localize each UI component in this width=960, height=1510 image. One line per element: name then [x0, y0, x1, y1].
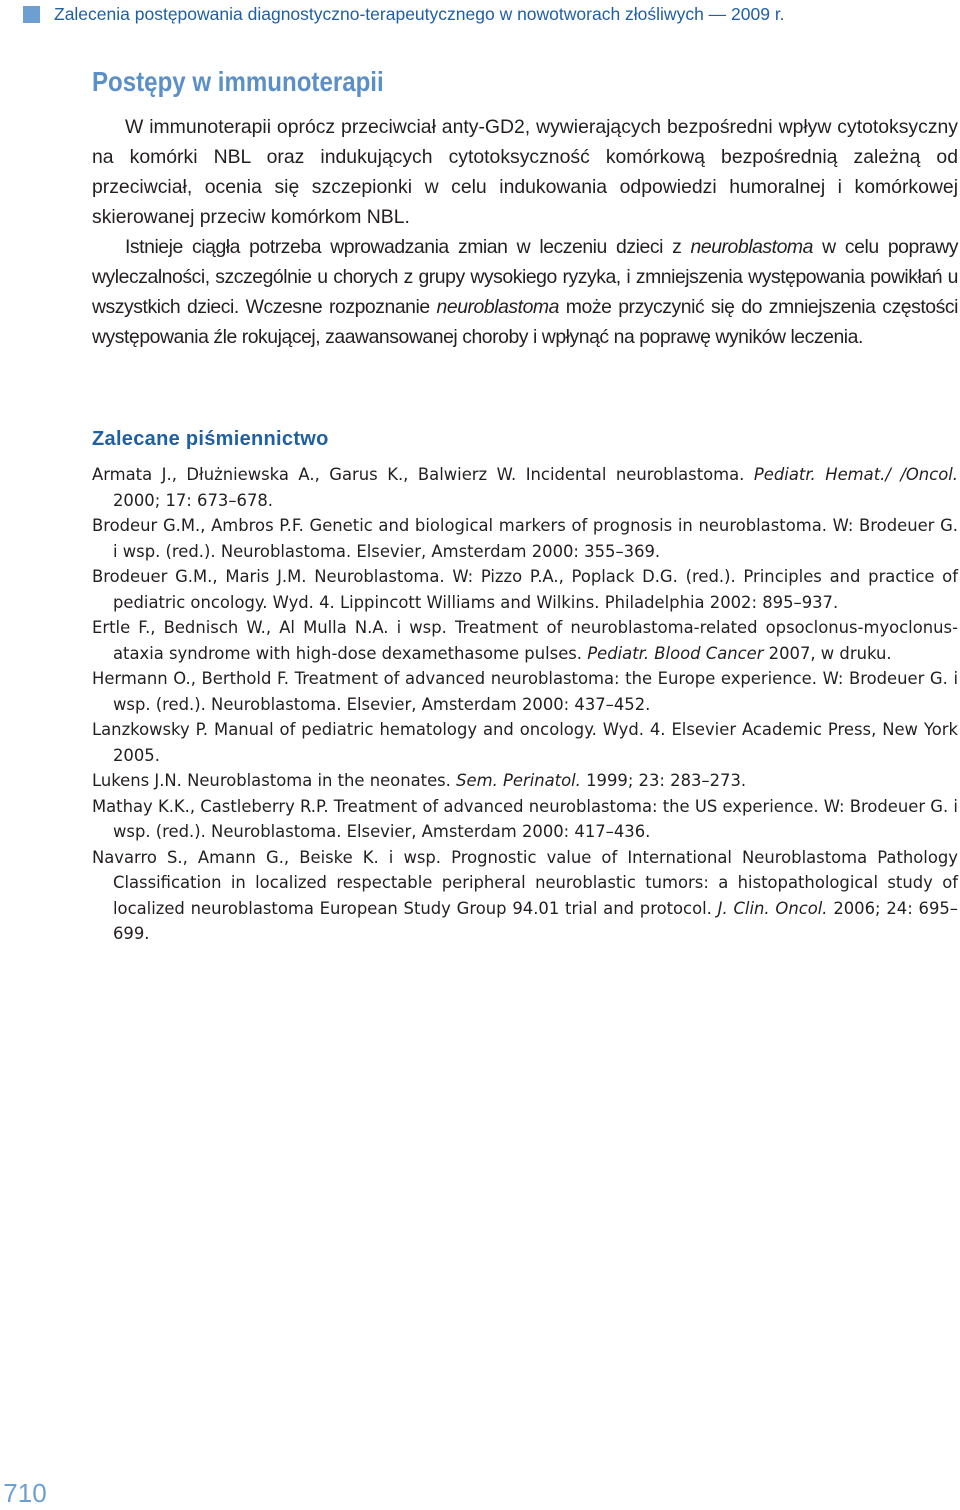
- reference-text: Armata J., Dłużniewska A., Garus K., Balwierz W. Incidental neuroblastoma.: [92, 465, 754, 484]
- reference-item: [92, 615, 958, 666]
- reference-journal: Sem. Perinatol.: [456, 771, 581, 790]
- paragraph-2-text-3: może przyczynić się do zmniejszenia częstości występowania źle rokującej, zaawansowanej choroby i wpłynąć na poprawę wyników leczenia.: [92, 296, 958, 348]
- references-title: Zalecane piśmiennictwo: [92, 428, 329, 450]
- reference-item: [92, 845, 958, 947]
- reference-details: 2006; 24: 695–699.: [113, 898, 958, 943]
- reference-item: [92, 513, 958, 564]
- reference-details: 2000; 17: 673–678.: [113, 490, 274, 510]
- reference-text: Lukens J.N. Neuroblastoma in the neonates.: [92, 771, 457, 790]
- reference-item: [92, 666, 958, 717]
- header-square-marker: [23, 6, 40, 23]
- page-number: 710: [3, 1478, 47, 1508]
- section-title: Postępy w immunoterapii: [92, 66, 384, 97]
- reference-text: Mathay K.K., Castleberry R.P. Treatment of advanced neuroblastoma: the US experience. W: Brodeuer G. i wsp. (red.). Neuroblastoma. Elsevier, Amsterdam 2000: 417–436.: [92, 796, 958, 841]
- reference-details: 1999; 23: 283–273.: [580, 771, 747, 790]
- reference-item: [92, 462, 958, 513]
- reference-text: Lanzkowsky P. Manual of pediatric hematology and oncology. Wyd. 4. Elsevier Academic Press, New York 2005.: [92, 720, 958, 765]
- paragraph-2-text-1: Istnieje ciągła potrzeba wprowadzania zmian w leczeniu dzieci z: [125, 236, 691, 258]
- reference-journal: Pediatr. Blood Cancer: [587, 643, 764, 663]
- reference-details: 2007, w druku.: [763, 643, 892, 663]
- reference-item: [92, 564, 958, 615]
- paragraph-1: W immunoterapii oprócz przeciwciał anty-GD2, wywierających bezpośredni wpływ cytotoksyczny na komórki NBL oraz indukujących cytotoksyczność komórkową bezpośrednią zależną od przeciwciał, ocenia się szczepionki w celu indukowania odpowiedzi humoralnej i komórkowej skierowanej przeciw komórkom NBL.: [92, 116, 958, 228]
- reference-text: Ertle F., Bednisch W., Al Mulla N.A. i wsp. Treatment of neuroblastoma-related opsoclonus-myoclonus-ataxia syndrome with high-dose dexamethasome pulses.: [92, 618, 958, 663]
- paragraph-2-text-2: w celu poprawy wyleczalności, szczególnie u chorych z grupy wysokiego ryzyka, i zmniejszenia występowania powikłań u wszystkich dzieci. Wczesne rozpoznanie: [92, 236, 958, 318]
- reference-item: [92, 768, 958, 794]
- reference-list: [92, 462, 958, 947]
- paragraph-2-italic-1: neuroblastoma: [690, 236, 813, 258]
- reference-journal: Pediatr. Hemat./ /Oncol.: [753, 465, 958, 484]
- reference-text: Navarro S., Amann G., Beiske K. i wsp. Prognostic value of International Neuroblastoma Pathology Classification in localized respectable peripheral neuroblastic tumors: a histopathological study of localized neuroblastoma European Study Group 94.01 trial and protocol.: [92, 847, 958, 918]
- reference-text: Brodeur G.M., Ambros P.F. Genetic and biological markers of prognosis in neuroblastoma. W: Brodeuer G. i wsp. (red.). Neuroblastoma. Elsevier, Amsterdam 2000: 355–369.: [92, 516, 958, 561]
- reference-text: Hermann O., Berthold F. Treatment of advanced neuroblastoma: the Europe experience. W: Brodeuer G. i wsp. (red.). Neuroblastoma. Elsevier, Amsterdam 2000: 437–452.: [92, 669, 958, 714]
- running-title: Zalecenia postępowania diagnostyczno-terapeutycznego w nowotworach złośliwych — 2009 r.: [54, 4, 785, 24]
- paragraph-2: [92, 232, 958, 352]
- reference-text: Brodeuer G.M., Maris J.M. Neuroblastoma. W: Pizzo P.A., Poplack D.G. (red.). Principles and practice of pediatric oncology. Wyd. 4. Lippincott Williams and Wilkins. Philadelphia 2002: 895–937.: [92, 567, 958, 612]
- body-text: [92, 112, 958, 352]
- paragraph-2-italic-2: neuroblastoma: [436, 296, 559, 318]
- running-header: [23, 4, 948, 25]
- reference-journal: J. Clin. Oncol.: [717, 898, 828, 918]
- reference-item: [92, 717, 958, 768]
- reference-item: [92, 794, 958, 845]
